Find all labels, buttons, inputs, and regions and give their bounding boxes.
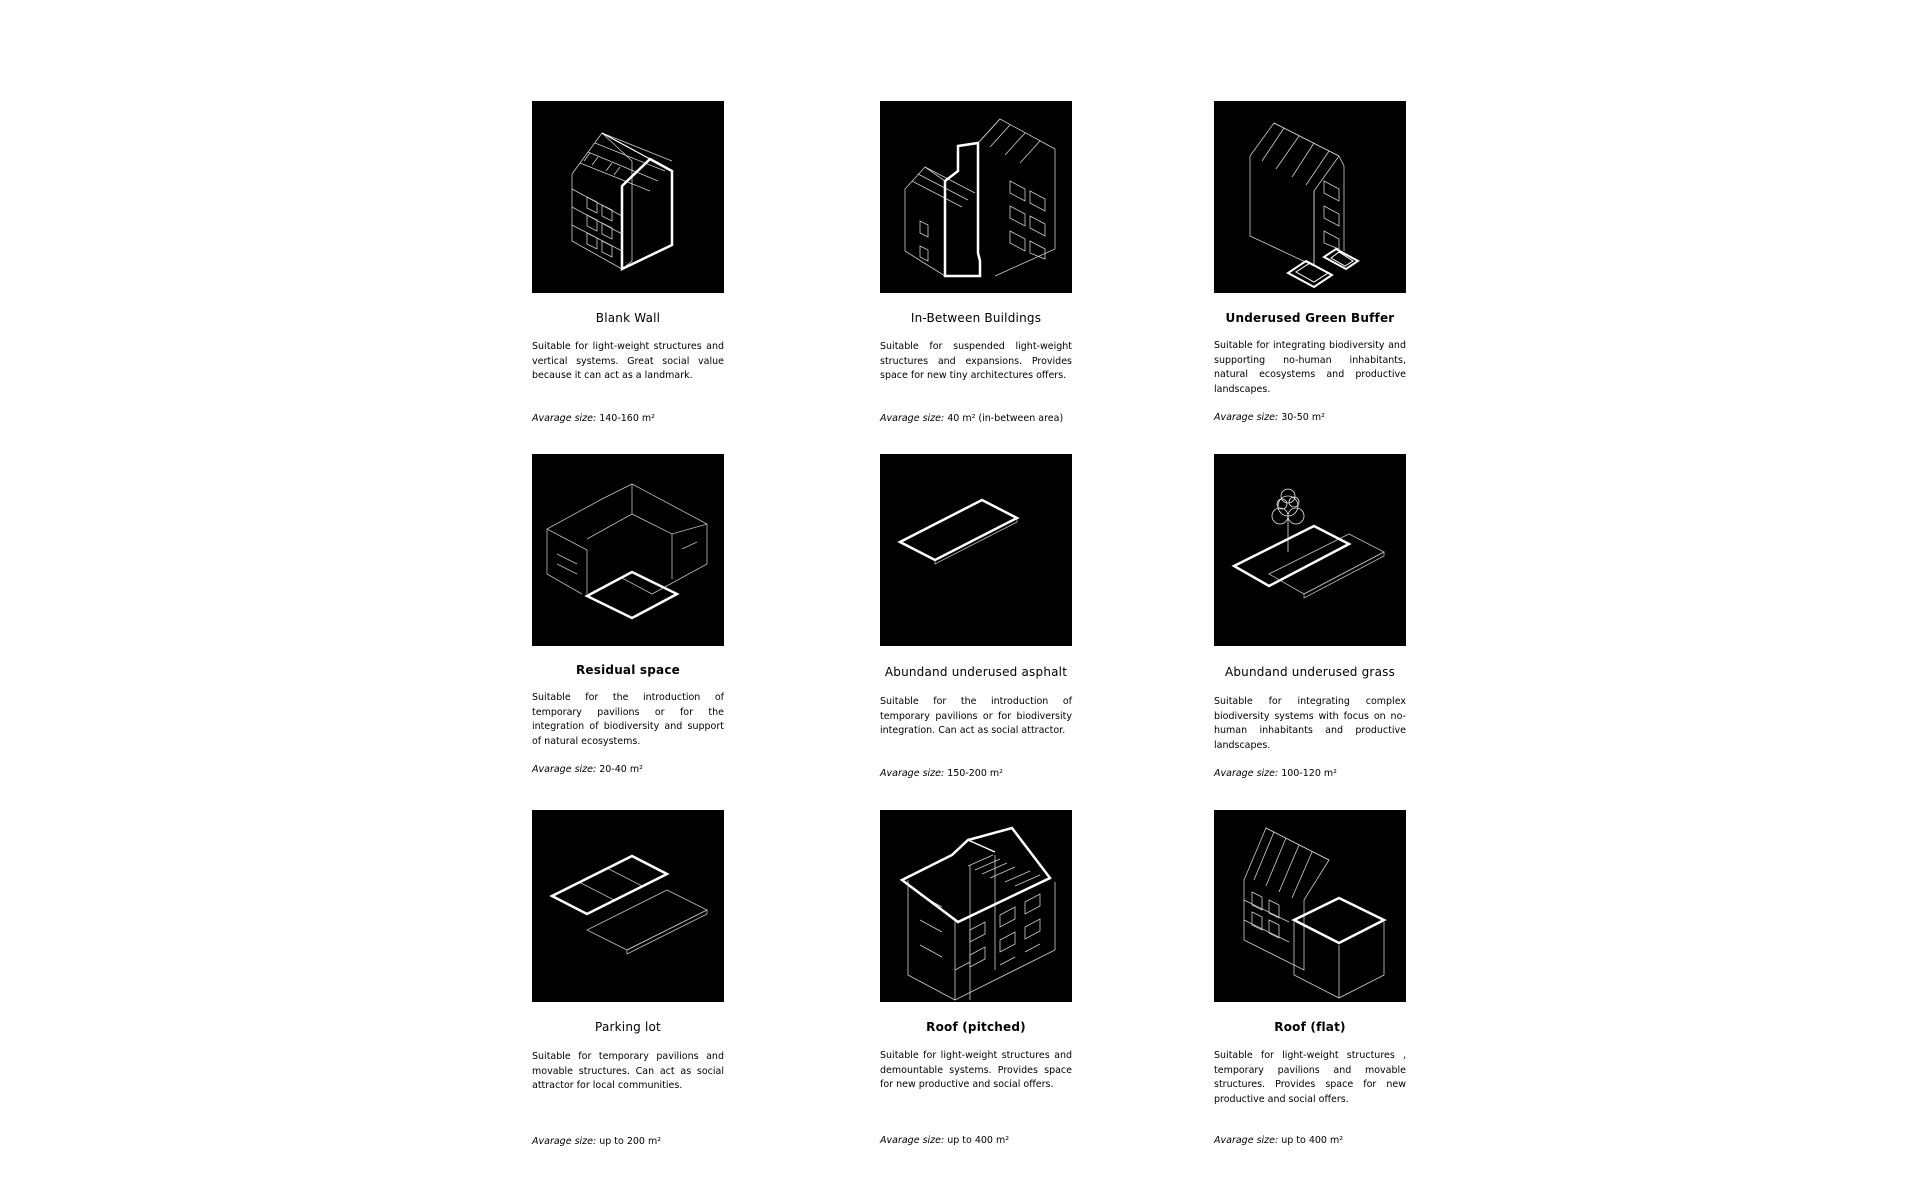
- underused-green-buffer-illustration: [1214, 101, 1406, 293]
- size-value: 30-50 m²: [1278, 412, 1325, 423]
- size-label: Avarage size:: [532, 1136, 597, 1147]
- size-label: Avarage size:: [532, 413, 597, 424]
- size-label: Avarage size:: [532, 764, 597, 775]
- card-title: Underused Green Buffer: [1225, 311, 1395, 325]
- size-value: up to 400 m²: [944, 1135, 1010, 1146]
- asphalt-plot-illustration: [880, 454, 1072, 646]
- card-description: Suitable for integrating complex biodiversity systems with focus on no-human inhabitants and productive landscapes.: [1214, 696, 1406, 751]
- card-title: Abundand underused grass: [1224, 665, 1396, 679]
- card-title: Abundand underused asphalt: [884, 665, 1068, 679]
- parking-lot-illustration: [532, 810, 724, 1002]
- in-between-buildings-illustration: [880, 101, 1072, 293]
- size-value: up to 400 m²: [1278, 1135, 1344, 1146]
- blank-wall-illustration: [532, 101, 724, 293]
- size-value: 20-40 m²: [596, 764, 643, 775]
- card-abundand-underused-asphalt: [880, 454, 1072, 779]
- size-label: Avarage size:: [1214, 768, 1279, 779]
- card-title: Parking lot: [595, 1020, 661, 1034]
- card-description: Suitable for suspended light-weight structures and expansions. Provides space for new tiny architectures offers.: [880, 341, 1072, 381]
- card-title: Blank Wall: [595, 311, 661, 325]
- size-label: Avarage size:: [880, 768, 945, 779]
- card-size: [1214, 768, 1406, 779]
- card-residual-space: [532, 454, 724, 775]
- card-description: Suitable for temporary pavilions and movable structures. Can act as social attractor for local communities.: [532, 1051, 724, 1091]
- card-abundand-underused-grass: [1214, 454, 1406, 779]
- card-size: [1214, 1135, 1406, 1146]
- card-description: Suitable for light-weight structures , temporary pavilions and movable structures. Provides space for new productive and social offers.: [1214, 1050, 1406, 1105]
- card-size: [532, 764, 724, 775]
- card-parking-lot: [532, 810, 724, 1147]
- card-roof-flat: [1214, 810, 1406, 1146]
- card-description: Suitable for integrating biodiversity and supporting no-human inhabitants, natural ecosystems and productive landscapes.: [1214, 340, 1406, 395]
- card-title: In-Between Buildings: [910, 311, 1042, 325]
- card-size: [880, 1135, 1072, 1146]
- card-size: [532, 1136, 724, 1147]
- tree-icon: [1272, 489, 1304, 552]
- card-size: [532, 413, 724, 424]
- card-description: Suitable for light-weight structures and demountable systems. Provides space for new productive and social offers.: [880, 1050, 1072, 1090]
- card-description: Suitable for the introduction of temporary pavilions or for the integration of biodiversity and support of natural ecosystems.: [532, 692, 724, 747]
- card-size: [880, 768, 1072, 779]
- size-label: Avarage size:: [880, 1135, 945, 1146]
- card-title: Residual space: [575, 663, 681, 677]
- card-title: Roof (flat): [1274, 1020, 1346, 1034]
- card-in-between-buildings: [880, 101, 1072, 424]
- card-size: [1214, 412, 1406, 423]
- size-value: up to 200 m²: [596, 1136, 662, 1147]
- residual-space-illustration: [532, 454, 724, 646]
- card-description: Suitable for light-weight structures and vertical systems. Great social value because it can act as a landmark.: [532, 341, 724, 381]
- size-value: 40 m² (in-between area): [944, 413, 1064, 424]
- flat-roof-illustration: [1214, 810, 1406, 1002]
- size-label: Avarage size:: [1214, 1135, 1279, 1146]
- card-blank-wall: [532, 101, 724, 424]
- card-description: Suitable for the introduction of temporary pavilions or for biodiversity integration. Can act as social attractor.: [880, 696, 1072, 736]
- card-underused-green-buffer: [1214, 101, 1406, 423]
- card-title: Roof (pitched): [926, 1020, 1026, 1034]
- size-value: 150-200 m²: [944, 768, 1003, 779]
- card-size: [880, 413, 1072, 424]
- size-value: 140-160 m²: [596, 413, 655, 424]
- pitched-roof-illustration: [880, 810, 1072, 1002]
- size-value: 100-120 m²: [1278, 768, 1337, 779]
- card-roof-pitched: [880, 810, 1072, 1146]
- size-label: Avarage size:: [1214, 412, 1279, 423]
- size-label: Avarage size:: [880, 413, 945, 424]
- grass-plot-illustration: [1214, 454, 1406, 646]
